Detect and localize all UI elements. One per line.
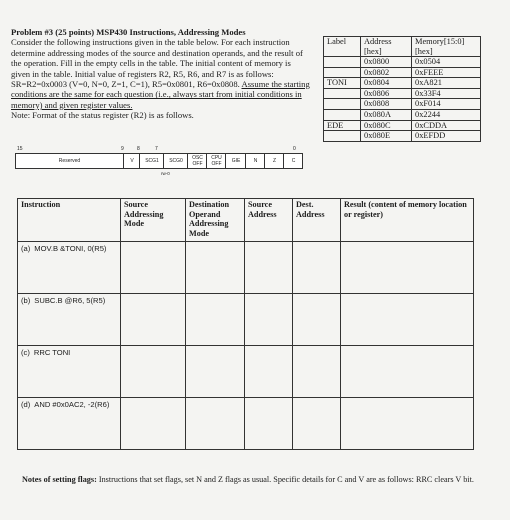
dest-address-cell[interactable] <box>293 294 341 346</box>
memory-value: 0xF014 <box>412 99 481 110</box>
memory-label: TONI <box>324 78 361 89</box>
memory-row <box>324 78 481 89</box>
result-cell[interactable] <box>341 242 474 294</box>
table-row <box>18 242 474 294</box>
instruction-text: RRC TONI <box>33 348 71 357</box>
memory-value: 0xEFDD <box>412 131 481 142</box>
instruction-cell <box>18 398 121 450</box>
memory-address: 0x080A <box>361 109 412 120</box>
problem-note: Note: Format of the status register (R2) is as follows. <box>11 110 194 121</box>
header-dest-address: Dest. Address <box>293 199 341 242</box>
memory-row <box>324 57 481 68</box>
dest-mode-cell[interactable] <box>186 242 245 294</box>
instruction-text: MOV.B &TONI, 0(R5) <box>34 244 107 253</box>
problem-title: Problem #3 (25 points) MSP430 Instructions, Addressing Modes <box>11 27 246 37</box>
field-scg0: SCG0 <box>163 154 188 168</box>
source-address-cell[interactable] <box>245 398 293 450</box>
memory-address: 0x080C <box>361 120 412 131</box>
memory-label: EDE <box>324 120 361 131</box>
dest-address-cell[interactable] <box>293 346 341 398</box>
field-gie: GIE <box>225 154 246 168</box>
bit-label-15: 15 <box>17 146 23 152</box>
notes-text: Instructions that set flags, set N and Z flags as usual. Specific details for C and V are as follows: RRC clears V bit. <box>98 475 474 484</box>
memory-row <box>324 120 481 131</box>
memory-value: 0x2244 <box>412 109 481 120</box>
memory-value: 0xCDDA <box>412 120 481 131</box>
dest-address-cell[interactable] <box>293 398 341 450</box>
flag-notes <box>22 475 492 485</box>
source-mode-cell[interactable] <box>121 398 186 450</box>
memory-address: 0x080E <box>361 131 412 142</box>
row-label: (c) <box>21 348 30 357</box>
status-register-box <box>15 153 303 169</box>
row-label: (a) <box>21 244 31 253</box>
memory-address: 0x0802 <box>361 67 412 78</box>
source-mode-cell[interactable] <box>121 346 186 398</box>
bit-label-7: 7 <box>155 146 158 152</box>
dest-mode-cell[interactable] <box>186 294 245 346</box>
bit-label-9: 9 <box>121 146 124 152</box>
field-z: Z <box>264 154 284 168</box>
memory-label <box>324 131 361 142</box>
problem-assumption: Assume the starting conditions are the same for each question (i.e., always start from initial conditions in memory) and given register values. <box>11 79 310 110</box>
dest-mode-cell[interactable] <box>186 346 245 398</box>
source-mode-cell[interactable] <box>121 294 186 346</box>
memory-label <box>324 67 361 78</box>
memory-label <box>324 99 361 110</box>
memory-value: 0x33F4 <box>412 88 481 99</box>
bit-label-8: 8 <box>137 146 140 152</box>
table-row <box>18 294 474 346</box>
field-v: V <box>123 154 140 168</box>
memory-address: 0x0804 <box>361 78 412 89</box>
instruction-table <box>17 198 474 450</box>
instruction-text: AND #0x0AC2, -2(R6) <box>34 400 110 409</box>
table-row <box>18 346 474 398</box>
problem-body: Consider the following instructions given in the table below. For each instruction determine addressing modes of the source and destination operands, and the result of the operation. Fill in the empty cells in the table. The initial content of memory is given in the table. Initial value of registers R2, R5, R6, and R7 is as follows: SR=R2=0x0003 (V=0, N=0, Z=1, C=1), R5=0x0801, R6=0x0808. <box>11 37 303 90</box>
field-cpuoff: CPU OFF <box>206 154 226 169</box>
field-c: C <box>283 154 303 168</box>
result-cell[interactable] <box>341 398 474 450</box>
memory-header-memory: Memory[15:0] [hex] <box>412 37 481 57</box>
memory-label <box>324 109 361 120</box>
memory-row <box>324 99 481 110</box>
memory-row <box>324 109 481 120</box>
memory-address: 0x0808 <box>361 99 412 110</box>
source-address-cell[interactable] <box>245 242 293 294</box>
instruction-cell <box>18 346 121 398</box>
header-source-mode: Source Addressing Mode <box>121 199 186 242</box>
instruction-cell <box>18 242 121 294</box>
source-address-cell[interactable] <box>245 346 293 398</box>
memory-label <box>324 88 361 99</box>
dest-address-cell[interactable] <box>293 242 341 294</box>
memory-address: 0x0800 <box>361 57 412 68</box>
memory-value: 0xA821 <box>412 78 481 89</box>
source-address-cell[interactable] <box>245 294 293 346</box>
memory-value: 0x0504 <box>412 57 481 68</box>
problem-text <box>11 27 311 121</box>
table-row <box>18 398 474 450</box>
memory-row <box>324 67 481 78</box>
memory-header-label: Label <box>324 37 361 57</box>
status-register-access: rw-0 <box>161 171 170 176</box>
memory-label <box>324 57 361 68</box>
field-n: N <box>245 154 265 168</box>
dest-mode-cell[interactable] <box>186 398 245 450</box>
result-cell[interactable] <box>341 346 474 398</box>
field-oscoff: OSC OFF <box>187 154 207 169</box>
instruction-text: SUBC.B @R6, 5(R5) <box>34 296 106 305</box>
header-source-address: Source Address <box>245 199 293 242</box>
instruction-cell <box>18 294 121 346</box>
header-result: Result (content of memory location or register) <box>341 199 474 242</box>
result-cell[interactable] <box>341 294 474 346</box>
row-label: (d) <box>21 400 31 409</box>
status-register-diagram <box>15 146 310 186</box>
memory-row <box>324 131 481 142</box>
memory-table <box>323 36 481 142</box>
reserved-field: Reserved <box>58 158 81 164</box>
memory-address: 0x0806 <box>361 88 412 99</box>
source-mode-cell[interactable] <box>121 242 186 294</box>
memory-row <box>324 88 481 99</box>
memory-value: 0xFEEE <box>412 67 481 78</box>
header-instruction: Instruction <box>18 199 121 242</box>
bit-label-0: 0 <box>293 146 296 152</box>
field-scg1: SCG1 <box>139 154 164 168</box>
notes-lead: Notes of setting flags: <box>22 475 97 484</box>
row-label: (b) <box>21 296 31 305</box>
memory-header-address: Address [hex] <box>361 37 412 57</box>
header-dest-mode: Destination Operand Addressing Mode <box>186 199 245 242</box>
